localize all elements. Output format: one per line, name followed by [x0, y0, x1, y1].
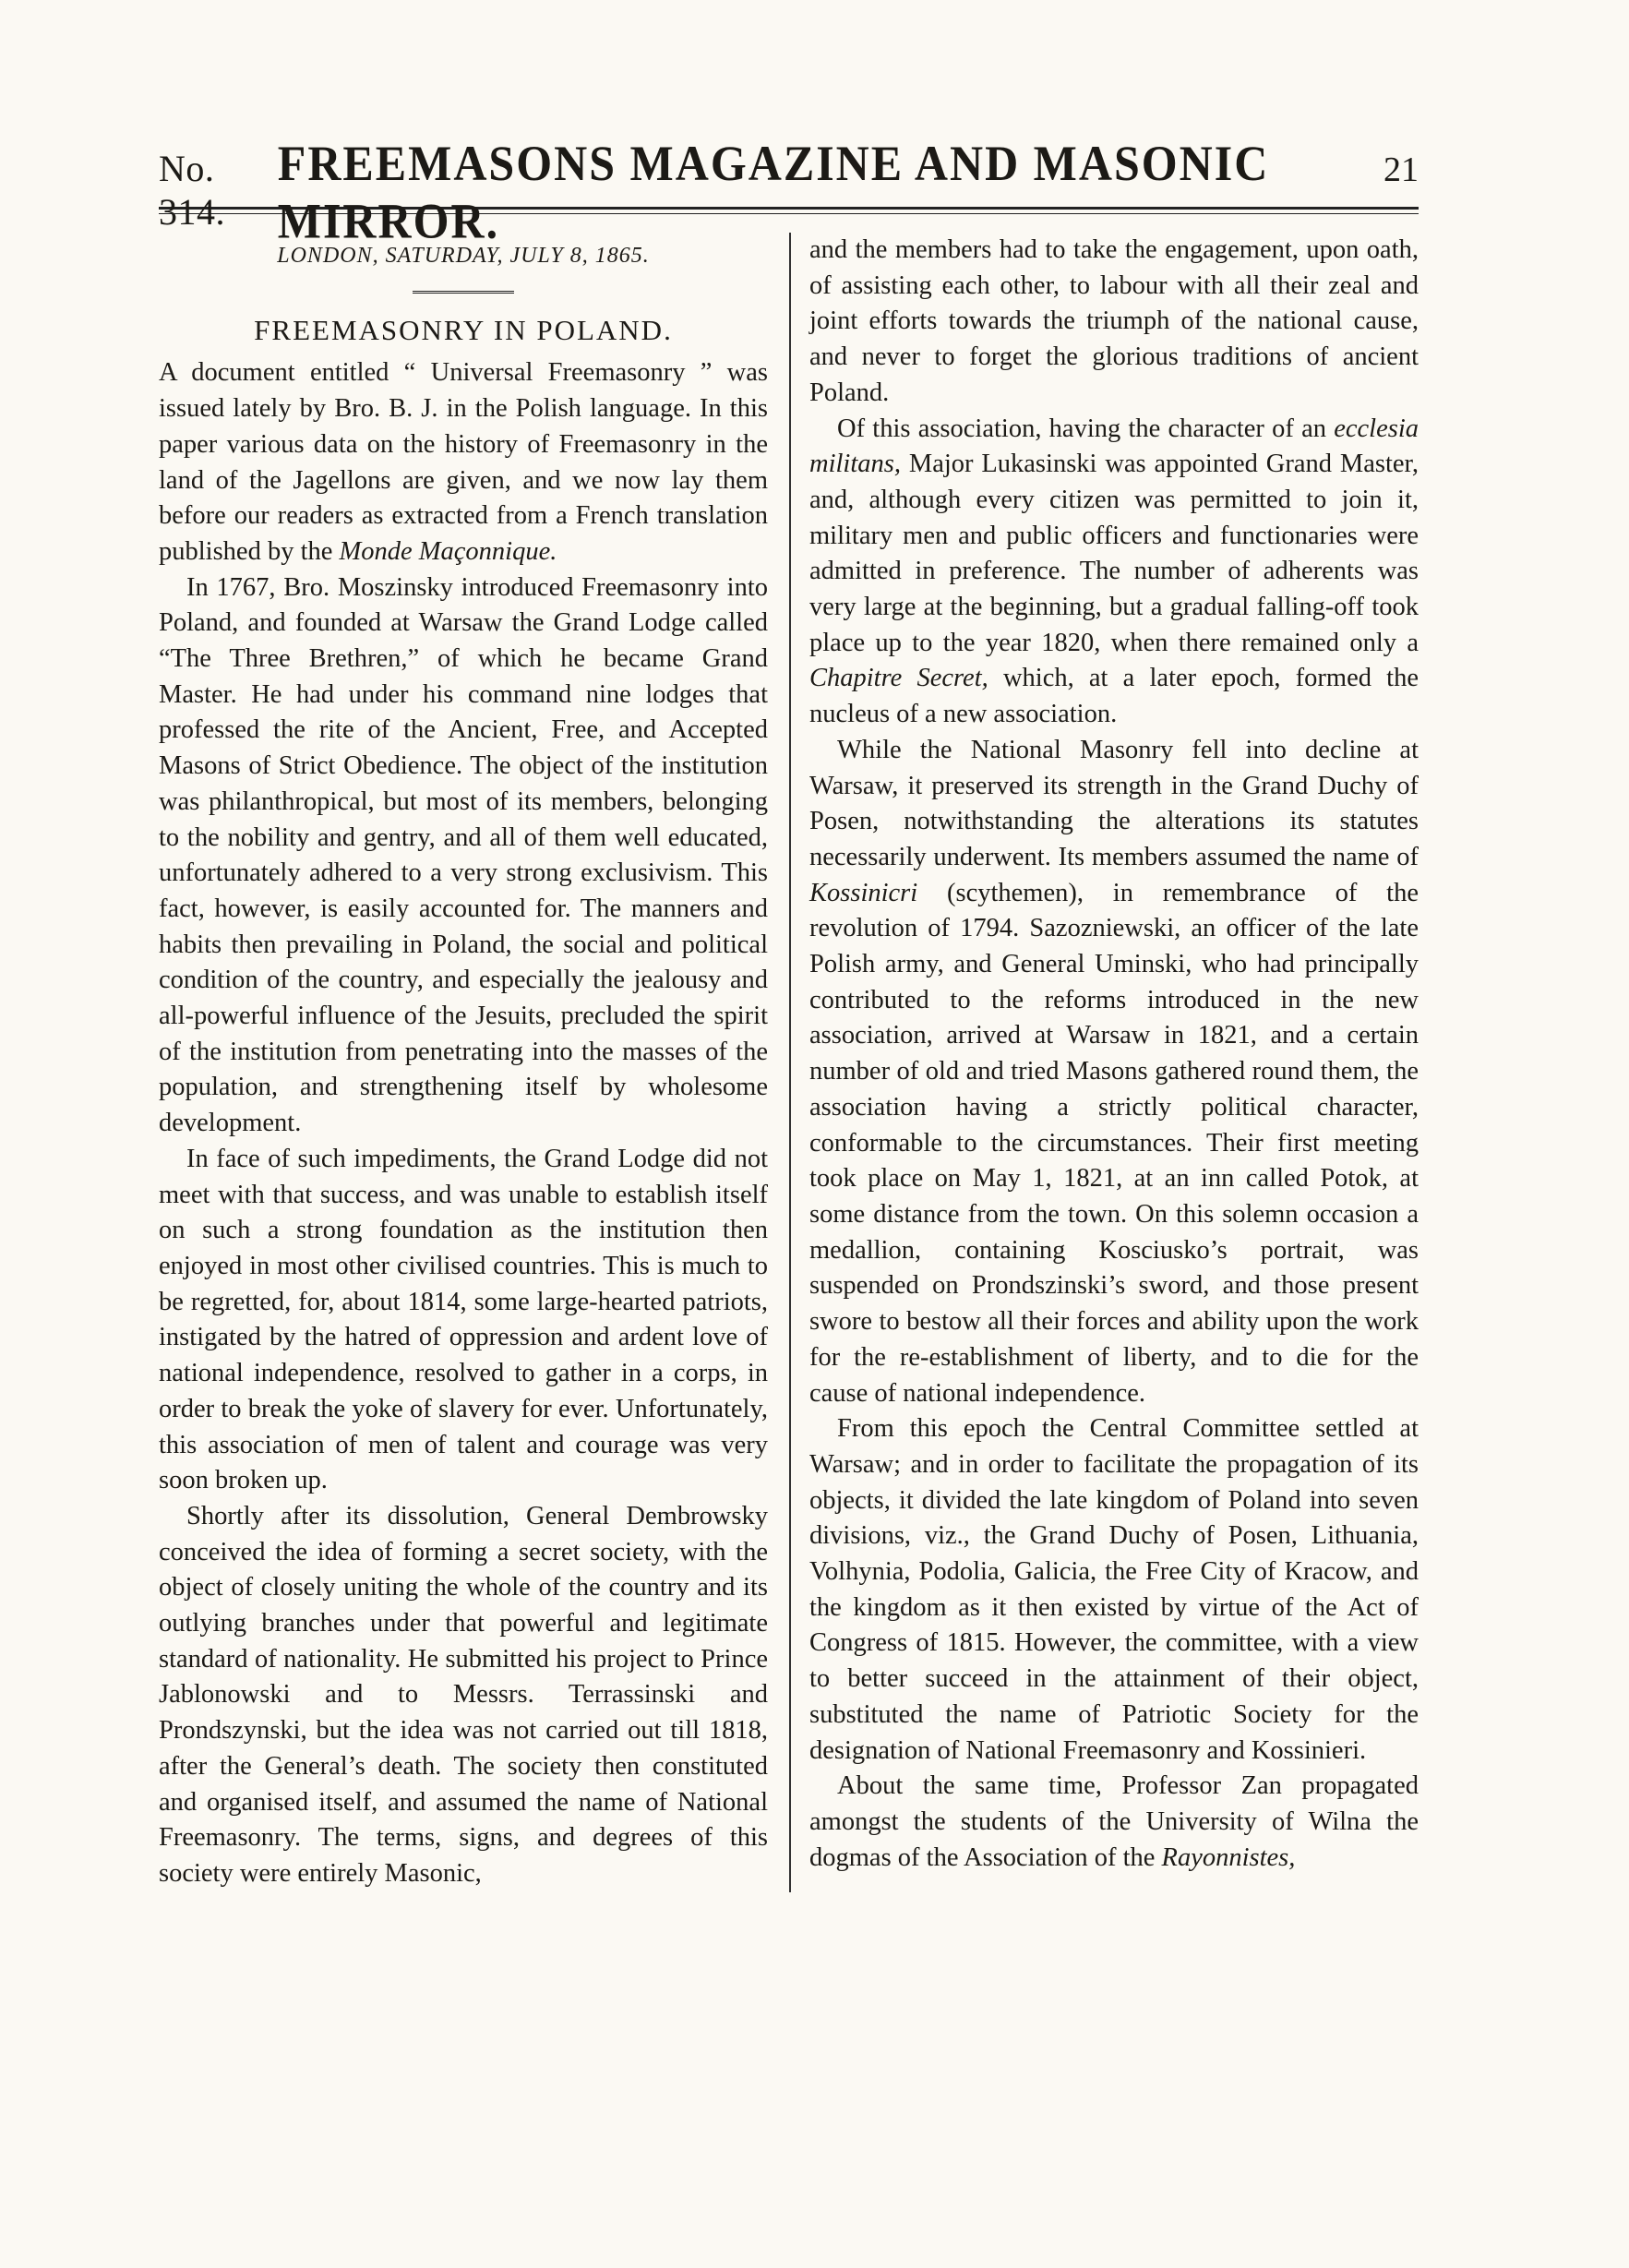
left-column	[159, 233, 768, 1892]
italic-text: Kossinicri	[809, 878, 918, 907]
paragraph	[809, 1769, 1419, 1876]
paragraph: In face of such impediments, the Grand Lodge did not meet with that success, and was unable to establish itself on such a strong foundation as the institution then enjoyed in most other civilised countries. This is much to be regretted, for, about 1814, some large-hearted patriots, instigated by the hatred of oppression and ardent love of national independence, resolved to gather in a corps, in order to break the yoke of slavery for ever. Unfortunately, this association of men of talent and courage was very soon broken up.	[159, 1144, 768, 1495]
paragraph-text: While the National Masonry fell into decline at Warsaw, it preserved its strength in the Grand Duchy of Posen, notwithstanding the alterations its statutes necessarily underwent. Its members assumed the name of	[809, 735, 1419, 871]
paragraph: From this epoch the Central Committee settled at Warsaw; and in order to facilitate the propagation of its objects, it divided the late kingdom of Poland into seven divisions, viz., the Grand Duchy of Posen, Lithuania, Volhynia, Podolia, Galicia, the Free City of Kracow, and the kingdom as it then existed by virtue of the Act of Congress of 1815. However, the committee, with a view to better succeed in the attainment of their object, substituted the name of Patriotic Society for the designation of National Freemasonry and Kossinieri.	[809, 1414, 1419, 1765]
italic-text: ecclesia militans,	[809, 414, 1419, 479]
italic-text: Monde Maçonnique.	[339, 536, 557, 566]
italic-text: Chapitre Secret,	[809, 664, 988, 693]
paragraph	[809, 412, 1419, 733]
publication-title: FREEMASONS MAGAZINE AND MASONIC MIRROR.	[277, 135, 1270, 249]
dateline-rule	[413, 291, 514, 296]
paragraph: Shortly after its dissolution, General Dembrowsky conceived the idea of forming a secret society, with the object of closely uniting the whole of the country and its outlying branches under that powerful and legitimate standard of nationality. He submitted his project to Prince Jablonowski and to Messrs. Terrassinski and Prondszynski, but the idea was not carried out till 1818, after the General’s death. The society then constituted and organised itself, and assumed the name of National Freemasonry. The terms, signs, and degrees of this society were entirely Masonic,	[159, 1501, 768, 1888]
paragraph: and the members had to take the engagement, upon oath, of assisting each other, to labour with all their zeal and joint efforts towards the triumph of the national cause, and never to forget the glorious traditions of ancient Poland.	[809, 235, 1419, 407]
italic-text: Rayonnistes,	[1161, 1842, 1296, 1872]
page-number: 21	[1383, 150, 1419, 189]
article-columns	[159, 233, 1419, 1892]
issue-number: No. 314.	[159, 148, 225, 233]
paragraph: In 1767, Bro. Moszinsky introduced Freemasonry into Poland, and founded at Warsaw the Grand Lodge called “The Three Brethren,” of which he became Grand Master. He had under his command nine lodges that professed the rite of the Ancient, Free, and Accepted Masons of Strict Obedience. The object of the institution was philanthropical, but most of its members, belonging to the nobility and gentry, and all of them well educated, unfortunately adhered to a very strong exclusivism. This fact, however, is easily accounted for. The manners and habits then prevailing in Poland, the social and political condition of the country, and especially the jealousy and all-powerful influence of the Jesuits, precluded the spirit of the institution from penetrating into the masses of the population, and strengthening itself by wholesome development.	[159, 572, 768, 1138]
paragraph-text: which, at a later epoch, formed the nucleus of a new association.	[809, 664, 1419, 729]
page	[159, 135, 1419, 1892]
paragraph-text: Major Lukasinski was appointed Grand Master, and, although every citizen was permitted to join it, military men and public officers and functionaries were admitted in preference. The number of adherents was very large at the beginning, but a gradual falling-off took place up to the year 1820, when there remained only a	[809, 450, 1419, 657]
paragraph-text: Of this association, having the character of an	[837, 414, 1335, 443]
article-title: FREEMASONRY IN POLAND.	[254, 313, 673, 346]
paragraph-text: (scythemen), in remembrance of the revolution of 1794. Sazozniewski, an officer of the late Polish army, and General Uminski, who had principally contributed to the reforms introduced in the new association, arrived at Warsaw in 1821, and a certain number of old and tried Masons gathered round them, the association having a strictly political character, conformable to the circumstances. Their first meeting took place on May 1, 1821, at an inn called Potok, at some distance from the town. On this solemn occasion a medallion, containing Kosciusko’s portrait, was suspended on Prondszinski’s sword, and those present swore to bestow all their forces and ability upon the work for the re-establishment of liberty, and to die for the cause of national independence.	[809, 878, 1419, 1408]
masthead	[159, 135, 1419, 249]
paragraph-text: About the same time, Professor Zan propagated amongst the students of the University of Wilna the dogmas of the Association of the	[809, 1771, 1419, 1872]
paragraph	[809, 733, 1419, 1411]
paragraph	[159, 355, 768, 570]
paragraph-text: A document entitled “ Universal Freemasonry ” was issued lately by Bro. B. J. in the Polish language. In this paper various data on the history of Freemasonry in the land of the Jagellons are given, and we now lay them before our readers as extracted from a French translation published by the	[159, 358, 768, 566]
right-column	[809, 233, 1419, 1892]
column-divider	[789, 233, 791, 1892]
dateline: LONDON, SATURDAY, JULY 8, 1865.	[277, 244, 650, 268]
